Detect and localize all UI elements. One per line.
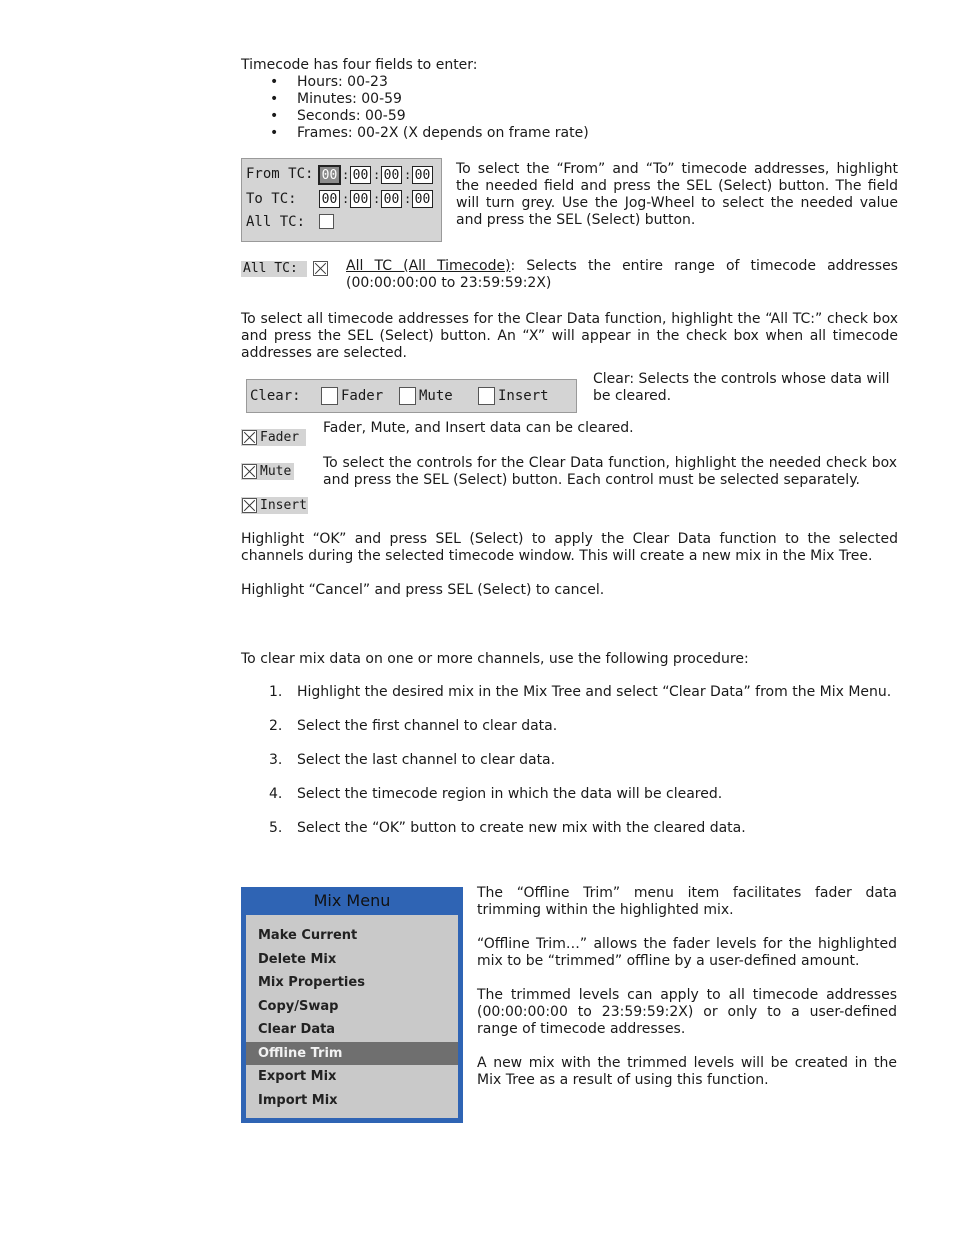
step-text: Select the last channel to clear data.	[297, 752, 556, 768]
insert-chip	[241, 497, 308, 514]
tc-separator: :	[373, 168, 381, 182]
from-tc-frames-field[interactable]: 00	[412, 166, 433, 184]
mute-checkbox[interactable]	[242, 464, 257, 479]
tc-separator: :	[404, 192, 412, 206]
menu-item-delete-mix[interactable]: Delete Mix	[258, 952, 337, 967]
mix-menu	[241, 887, 463, 1123]
list-item	[241, 718, 891, 752]
clear-panel-description: Clear: Selects the controls whose data will be cleared.	[593, 371, 890, 404]
insert-checkbox[interactable]	[242, 498, 257, 513]
procedure-intro: To clear mix data on one or more channels, use the following procedure:	[241, 651, 749, 667]
all-tc-chip	[241, 261, 307, 277]
from-tc-minutes-field[interactable]: 00	[350, 166, 371, 184]
all-tc-term: All TC (All Timecode)	[346, 258, 511, 274]
list-item: • Frames: 00-2X (X depends on frame rate)	[241, 125, 589, 142]
clear-mute-checkbox[interactable]	[399, 387, 416, 405]
step-text: Select the first channel to clear data.	[297, 718, 558, 734]
timecode-field-list	[241, 74, 589, 142]
insert-chip-label: Insert	[260, 498, 307, 513]
from-tc-seconds-field[interactable]: 00	[381, 166, 402, 184]
list-item	[241, 820, 891, 854]
step-text: Highlight the desired mix in the Mix Tree and select “Clear Data” from the Mix Menu.	[297, 684, 892, 700]
to-tc-label: To TC:	[246, 191, 297, 207]
clear-insert-label: Insert	[498, 388, 549, 404]
clear-panel	[246, 379, 577, 413]
procedure-steps	[241, 684, 891, 854]
to-tc-minutes-field[interactable]: 00	[350, 190, 371, 208]
menu-item-offline-trim[interactable]: Offline Trim	[246, 1042, 458, 1065]
step-text: Select the “OK” button to create new mix with the cleared data.	[297, 820, 746, 836]
tc-panel-description: To select the “From” and “To” timecode addresses, highlight the needed field and press the SEL (Select) button. The field will turn grey. Use the Jog-Wheel to select the needed value and press the SEL (Select) button.	[456, 161, 898, 228]
menu-item-export-mix[interactable]: Export Mix	[258, 1069, 337, 1084]
all-tc-checkbox[interactable]	[319, 214, 334, 229]
controls-note: Fader, Mute, and Insert data can be cleared.	[323, 420, 634, 436]
offline-trim-paragraph-1: The “Offline Trim” menu item facilitates fader data trimming within the highlighted mix.	[477, 885, 897, 918]
all-tc-label: All TC:	[246, 214, 306, 230]
list-item	[241, 752, 891, 786]
cancel-instructions: Highlight “Cancel” and press SEL (Select) to cancel.	[241, 582, 605, 598]
menu-item-make-current[interactable]: Make Current	[258, 928, 358, 943]
tc-separator: :	[373, 192, 381, 206]
tc-separator: :	[342, 168, 350, 182]
clear-fader-checkbox[interactable]	[321, 387, 338, 405]
all-tc-chip-label: All TC:	[243, 261, 298, 276]
from-tc-hours-field[interactable]: 00	[319, 166, 340, 184]
list-item: • Minutes: 00-59	[241, 91, 589, 108]
menu-item-mix-properties[interactable]: Mix Properties	[258, 975, 365, 990]
tc-separator: :	[404, 168, 412, 182]
clear-mute-label: Mute	[419, 388, 453, 404]
menu-item-copy-swap[interactable]: Copy/Swap	[258, 999, 339, 1014]
list-item: • Seconds: 00-59	[241, 108, 589, 125]
fader-chip	[241, 429, 306, 446]
menu-item-import-mix[interactable]: Import Mix	[258, 1093, 338, 1108]
step-number: 5.	[269, 820, 283, 836]
mute-chip-label: Mute	[260, 464, 292, 479]
mute-chip	[241, 463, 294, 480]
fader-checkbox[interactable]	[242, 430, 257, 445]
menu-item-clear-data[interactable]: Clear Data	[258, 1022, 336, 1037]
list-item	[241, 684, 891, 718]
offline-trim-paragraph-3: The trimmed levels can apply to all timecode addresses (00:00:00:00 to 23:59:59:2X) or only to a user-defined range of timecode addresses.	[477, 987, 897, 1037]
clear-label: Clear:	[250, 388, 301, 404]
clear-insert-checkbox[interactable]	[478, 387, 495, 405]
step-number: 3.	[269, 752, 283, 768]
to-tc-seconds-field[interactable]: 00	[381, 190, 402, 208]
step-number: 2.	[269, 718, 283, 734]
timecode-panel	[241, 158, 442, 242]
list-item: • Hours: 00-23	[241, 74, 589, 91]
fader-chip-label: Fader	[260, 430, 300, 445]
offline-trim-paragraph-2: “Offline Trim…” allows the fader levels for the highlighted mix to be “trimmed” offline by a user-defined amount.	[477, 936, 897, 969]
step-number: 1.	[269, 684, 283, 700]
mix-menu-title: Mix Menu	[313, 891, 391, 910]
list-item	[241, 786, 891, 820]
all-tc-definition-text: : Selects the entire range of timecode addresses (00:00:00:00 to 23:59:59:2X)	[346, 258, 898, 291]
to-tc-hours-field[interactable]: 00	[319, 190, 340, 208]
controls-instructions: To select the controls for the Clear Data function, highlight the needed check box and press the SEL (Select) button. Each control must be selected separately.	[323, 455, 897, 488]
offline-trim-paragraph-4: A new mix with the trimmed levels will be created in the Mix Tree as a result of using this function.	[477, 1055, 897, 1088]
to-tc-frames-field[interactable]: 00	[412, 190, 433, 208]
step-number: 4.	[269, 786, 283, 802]
all-tc-definition	[346, 258, 898, 292]
step-text: Select the timecode region in which the data will be cleared.	[297, 786, 723, 802]
all-tc-instructions: To select all timecode addresses for the Clear Data function, highlight the “All TC:” check box and press the SEL (Select) button. An “X” will appear in the check box when all timecode addresses are selected.	[241, 311, 898, 361]
from-tc-label: From TC:	[246, 166, 314, 182]
mix-menu-list	[246, 915, 458, 1118]
intro-heading: Timecode has four fields to enter:	[241, 57, 478, 73]
all-tc-checked-checkbox[interactable]	[313, 261, 328, 276]
tc-separator: :	[342, 192, 350, 206]
ok-instructions: Highlight “OK” and press SEL (Select) to apply the Clear Data function to the selected channels during the selected timecode window. This will create a new mix in the Mix Tree.	[241, 531, 898, 564]
clear-fader-label: Fader	[341, 388, 384, 404]
